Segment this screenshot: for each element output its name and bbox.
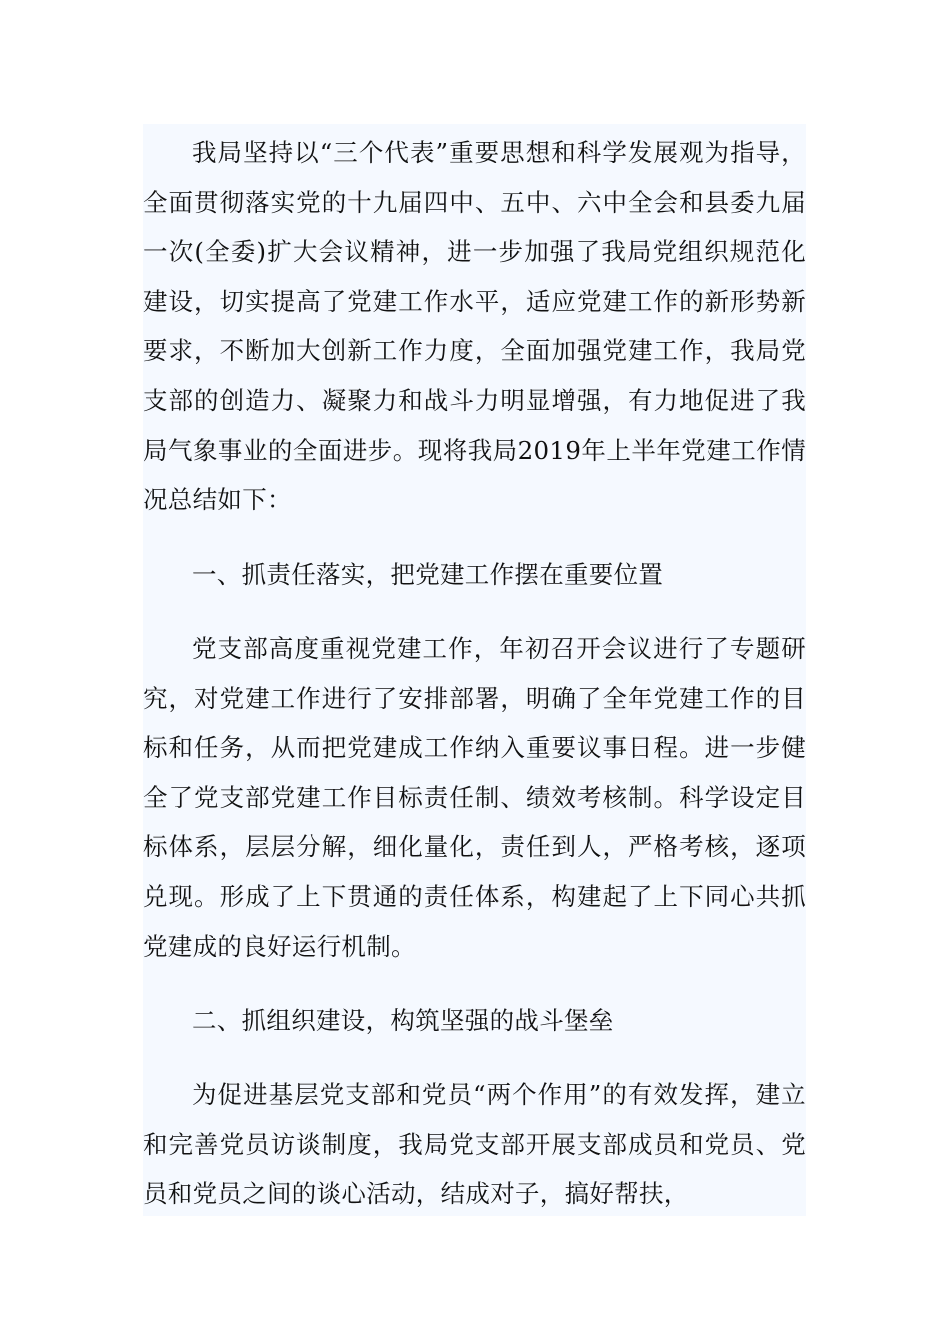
- section-1-paragraph: 党支部高度重视党建工作，年初召开会议进行了专题研究，对党建工作进行了安排部署，明确了全年党建工作的目标和任务，从而把党建成工作纳入重要议事日程。进一步健全了党支部党建工作目标责任制、绩效考核制。科学设定目标体系，层层分解，细化量化，责任到人，严格考核，逐项兑现。形成了上下贯通的责任体系，构建起了上下同心共抓党建成的良好运行机制。: [143, 633, 806, 961]
- section-2-paragraph: 为促进基层党支部和党员“两个作用”的有效发挥，建立和完善党员访谈制度，我局党支部开展支部成员和党员、党员和党员之间的谈心活动，结成对子，搞好帮扶，: [143, 1080, 806, 1209]
- paragraph-gap: [143, 971, 806, 996]
- paragraph-gap: [143, 1045, 806, 1070]
- document-body: [143, 124, 806, 1216]
- paragraph-gap: [143, 525, 806, 550]
- section-heading-2: 二、抓组织建设，构筑坚强的战斗堡垒: [192, 1005, 614, 1035]
- intro-paragraph: 我局坚持以“三个代表”重要思想和科学发展观为指导，全面贯彻落实党的十九届四中、五中、六中全会和县委九届一次(全委)扩大会议精神，进一步加强了我局党组织规范化建设，切实提高了党建工作水平，适应党建工作的新形势新要求，不断加大创新工作力度，全面加强党建工作，我局党支部的创造力、凝聚力和战斗力明显增强，有力地促进了我局气象事业的全面进步。现将我局2019年上半年党建工作情况总结如下：: [143, 138, 806, 515]
- paragraph-gap: [143, 599, 806, 624]
- section-heading-1: 一、抓责任落实，把党建工作摆在重要位置: [192, 559, 664, 589]
